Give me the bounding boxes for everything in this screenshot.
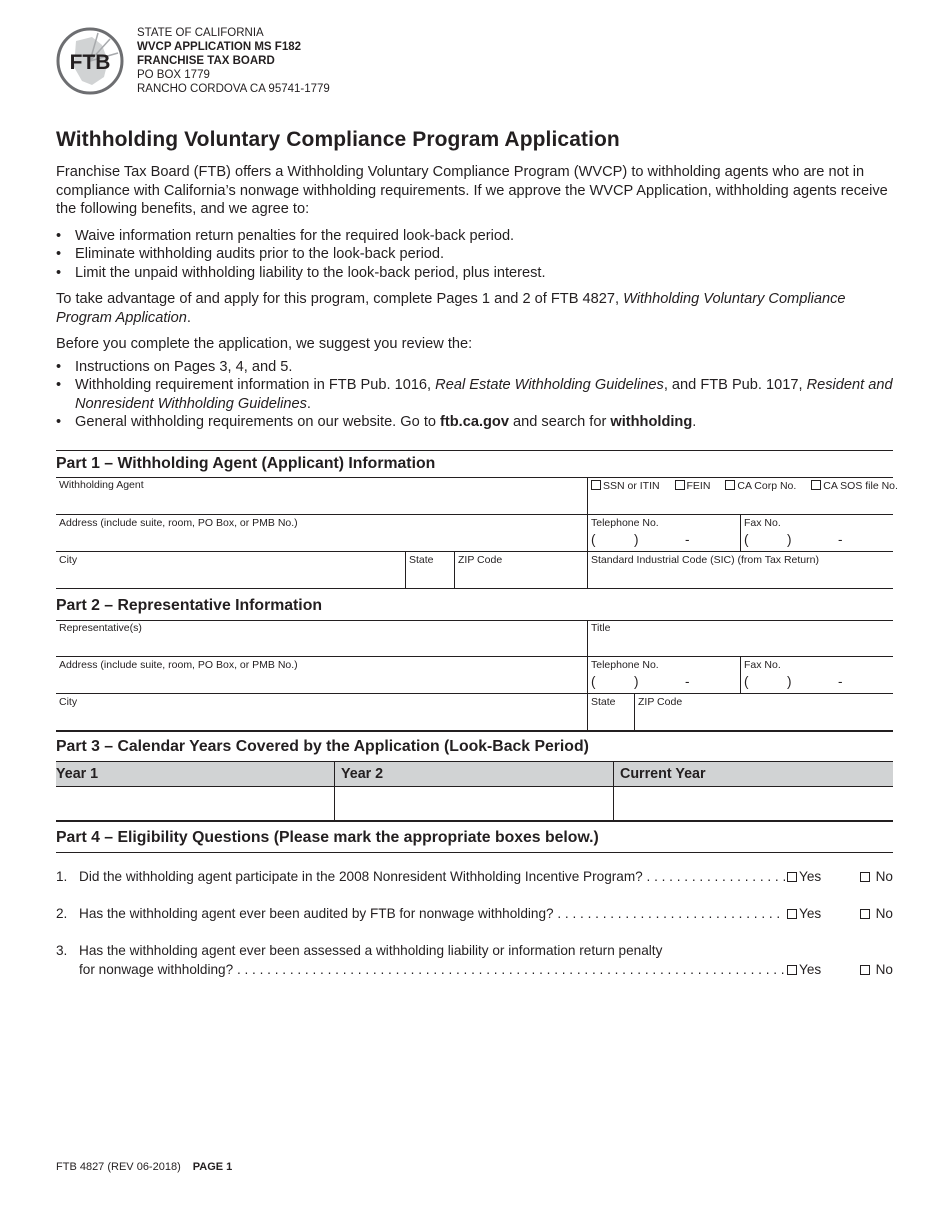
checkbox-icon — [860, 909, 870, 919]
page-title: Withholding Voluntary Compliance Program Application — [56, 128, 620, 151]
page-footer — [56, 1161, 232, 1173]
part1-top-rule — [56, 450, 893, 451]
checkbox-icon — [811, 480, 821, 490]
header-city: RANCHO CORDOVA CA 95741-1779 — [137, 83, 330, 95]
checkbox-icon — [860, 965, 870, 975]
q3-yes-checkbox[interactable]: Yes — [787, 960, 821, 979]
checkbox-icon — [787, 872, 797, 882]
question-1: 1. Did the withholding agent participate in the 2008 Nonresident Withholding Incentive Program? . . . Yes No — [56, 867, 893, 887]
q1-no-checkbox[interactable]: No — [860, 867, 893, 886]
agency-address-block — [137, 26, 330, 96]
intro-section — [56, 163, 896, 440]
id-type-field — [587, 477, 898, 515]
benefit-item: • Limit the unpaid withholding liability to the look-back period, plus interest. — [56, 264, 896, 283]
current-year-field[interactable] — [613, 787, 893, 822]
intro-paragraph: Franchise Tax Board (FTB) offers a Withholding Voluntary Compliance Program (WVCP) to withholding agents who are not in compliance with California’s nonwage withholding requirements. If we approve the WVCP Application, withholding agents receive the following benefits, and we agree to: — [56, 164, 888, 217]
header-po-box: PO BOX 1779 — [137, 69, 210, 81]
part4-header-rule — [56, 852, 893, 853]
website-link[interactable]: ftb.ca.gov — [440, 414, 509, 430]
apply-paragraph: To take advantage of and apply for this program, complete Pages 1 and 2 of FTB 4827, Withholding Voluntary Compliance Program Application. — [56, 291, 846, 326]
agent-zip-field[interactable]: ZIP Code — [454, 552, 587, 589]
part4-title: Part 4 – Eligibility Questions (Please mark the appropriate boxes below.) — [56, 829, 599, 846]
rep-address-field[interactable]: Address (include suite, room, PO Box, or PMB No.) — [56, 657, 587, 694]
header-state: STATE OF CALIFORNIA — [137, 27, 264, 39]
benefit-item: • Eliminate withholding audits prior to the look-back period. — [56, 245, 896, 264]
review-item: • Withholding requirement information in FTB Pub. 1016, Real Estate Withholding Guidelines, and FTB Pub. 1017, Resident and Nonresident Withholding Guidelines. — [56, 376, 896, 413]
header-mailstop: WVCP APPLICATION MS F182 — [137, 41, 302, 53]
question-3: 3. Has the withholding agent ever been assessed a withholding liability or information return penalty for nonwage withholding? . . . Yes No — [56, 941, 893, 981]
ca-sos-checkbox[interactable]: CA SOS file No. — [811, 480, 904, 492]
q2-yes-checkbox[interactable]: Yes — [787, 904, 821, 923]
agent-fax-field[interactable]: Fax No. ( ) - — [740, 515, 893, 552]
part1-title: Part 1 – Withholding Agent (Applicant) Information — [56, 455, 436, 472]
id-type-checkboxes — [591, 480, 910, 492]
page-number: PAGE 1 — [192, 1161, 233, 1173]
rep-city-field[interactable]: City — [56, 694, 587, 732]
current-year-header: Current Year — [613, 761, 893, 787]
part2-title: Part 2 – Representative Information — [56, 597, 322, 614]
checkbox-icon — [787, 909, 797, 919]
ca-corp-checkbox[interactable]: CA Corp No. — [725, 480, 802, 492]
review-intro: Before you complete the application, we suggest you review the: — [56, 336, 473, 352]
year2-field[interactable] — [334, 787, 613, 822]
part3-title: Part 3 – Calendar Years Covered by the Application (Look-Back Period) — [56, 738, 589, 755]
rep-state-field[interactable]: State — [587, 694, 634, 732]
checkbox-icon — [725, 480, 735, 490]
agent-telephone-field[interactable]: Telephone No. ( ) - — [587, 515, 740, 552]
checkbox-icon — [860, 872, 870, 882]
year1-field[interactable] — [56, 787, 334, 822]
q2-no-checkbox[interactable]: No — [860, 904, 893, 923]
year1-header: Year 1 — [56, 761, 334, 787]
rep-zip-field[interactable]: ZIP Code — [634, 694, 893, 732]
question-2: 2. Has the withholding agent ever been audited by FTB for nonwage withholding? . . . Yes No — [56, 904, 893, 924]
agent-address-field[interactable]: Address (include suite, room, PO Box, or PMB No.) — [56, 515, 587, 552]
representative-title-field[interactable]: Title — [587, 620, 893, 657]
fein-checkbox[interactable]: FEIN — [675, 480, 717, 492]
year2-header: Year 2 — [334, 761, 613, 787]
review-item: • Instructions on Pages 3, 4, and 5. — [56, 358, 896, 377]
agent-sic-field[interactable]: Standard Industrial Code (SIC) (from Tax Return) — [587, 552, 893, 589]
header-agency: FRANCHISE TAX BOARD — [137, 55, 275, 67]
ftb-logo — [56, 27, 124, 95]
review-list — [56, 358, 896, 432]
rep-telephone-field[interactable]: Telephone No. ( ) - — [587, 657, 740, 694]
checkbox-icon — [591, 480, 601, 490]
representative-field[interactable]: Representative(s) — [56, 620, 587, 657]
agent-city-field[interactable]: City — [56, 552, 405, 589]
agent-state-field[interactable]: State — [405, 552, 454, 589]
benefits-list — [56, 227, 896, 283]
checkbox-icon — [787, 965, 797, 975]
logo-text: FTB — [69, 51, 111, 74]
form-number: FTB 4827 (REV 06-2018) — [56, 1161, 181, 1173]
ssn-checkbox[interactable]: SSN or ITIN — [591, 480, 666, 492]
checkbox-icon — [675, 480, 685, 490]
q1-yes-checkbox[interactable]: Yes — [787, 867, 821, 886]
benefit-item: • Waive information return penalties for the required look-back period. — [56, 227, 896, 246]
review-item: • General withholding requirements on our website. Go to ftb.ca.gov and search for withholding. — [56, 413, 896, 432]
q3-no-checkbox[interactable]: No — [860, 960, 893, 979]
rep-fax-field[interactable]: Fax No. ( ) - — [740, 657, 893, 694]
withholding-agent-field[interactable]: Withholding Agent — [56, 477, 587, 515]
